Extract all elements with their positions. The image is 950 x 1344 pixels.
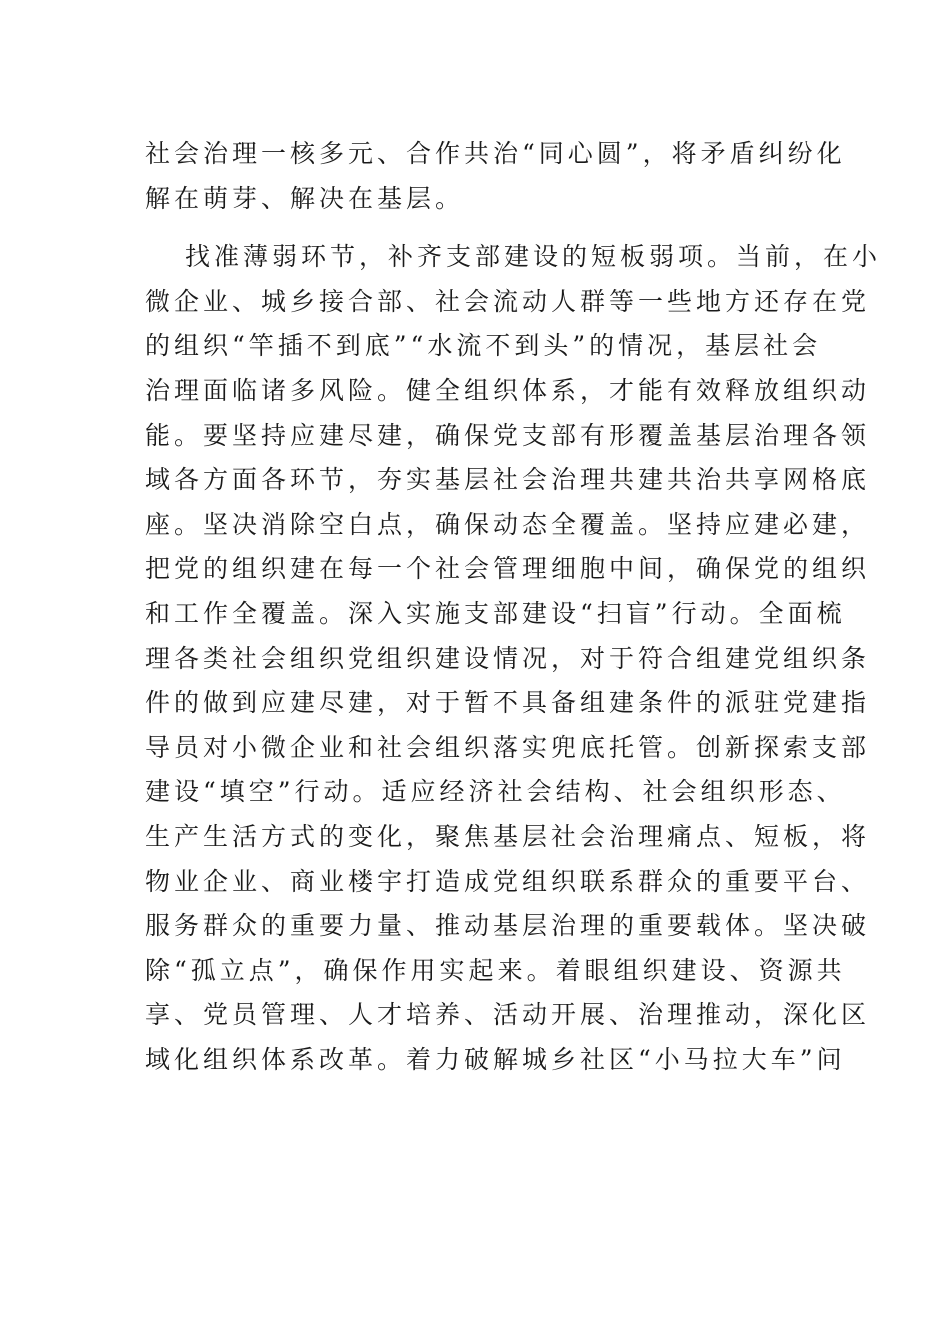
text-line: 和工作全覆盖。深入实施支部建设“扫盲”行动。全面梳 <box>145 598 846 628</box>
text-line: 治理面临诸多风险。健全组织体系，才能有效释放组织动 <box>145 375 871 405</box>
document-body <box>145 132 882 1082</box>
text-line: 建设“填空”行动。适应经济社会结构、社会组织形态、 <box>145 777 846 807</box>
text-line: 域各方面各环节，夯实基层社会治理共建共治共享网格底 <box>145 465 871 495</box>
text-line: 解在萌芽、解决在基层。 <box>145 183 465 213</box>
text-line: 微企业、城乡接合部、社会流动人群等一些地方还存在党 <box>145 286 871 316</box>
paragraph-2 <box>145 235 882 1082</box>
text-line: 导员对小微企业和社会组织落实兜底托管。创新探索支部 <box>145 732 871 762</box>
text-line: 生产生活方式的变化，聚焦基层社会治理痛点、短板，将 <box>145 821 871 851</box>
text-line: 除“孤立点”，确保作用实起来。着眼组织建设、资源共 <box>145 955 846 985</box>
text-line: 件的做到应建尽建，对于暂不具备组建条件的派驻党建指 <box>145 688 871 718</box>
text-line: 享、党员管理、人才培养、活动开展、治理推动，深化区 <box>145 1000 871 1030</box>
text-line: 把党的组织建在每一个社会管理细胞中间，确保党的组织 <box>145 554 871 584</box>
text-line: 服务群众的重要力量、推动基层治理的重要载体。坚决破 <box>145 911 871 941</box>
text-line: 社会治理一核多元、合作共治“同心圆”，将矛盾纠纷化 <box>145 139 846 168</box>
paragraph-1 <box>145 132 846 221</box>
paragraph-gap <box>145 221 805 235</box>
text-line: 物业企业、商业楼宇打造成党组织联系群众的重要平台、 <box>145 866 871 896</box>
text-line: 域化组织体系改革。着力破解城乡社区“小马拉大车”问 <box>145 1044 846 1074</box>
text-line: 的组织“竿插不到底”“水流不到头”的情况，基层社会 <box>145 331 822 361</box>
text-line: 能。要坚持应建尽建，确保党支部有形覆盖基层治理各领 <box>145 420 871 450</box>
text-line: 理各类社会组织党组织建设情况，对于符合组建党组织条 <box>145 643 871 673</box>
text-line: 找准薄弱环节，补齐支部建设的短板弱项。当前，在小 <box>185 242 882 272</box>
text-line: 座。坚决消除空白点，确保动态全覆盖。坚持应建必建， <box>145 509 871 539</box>
